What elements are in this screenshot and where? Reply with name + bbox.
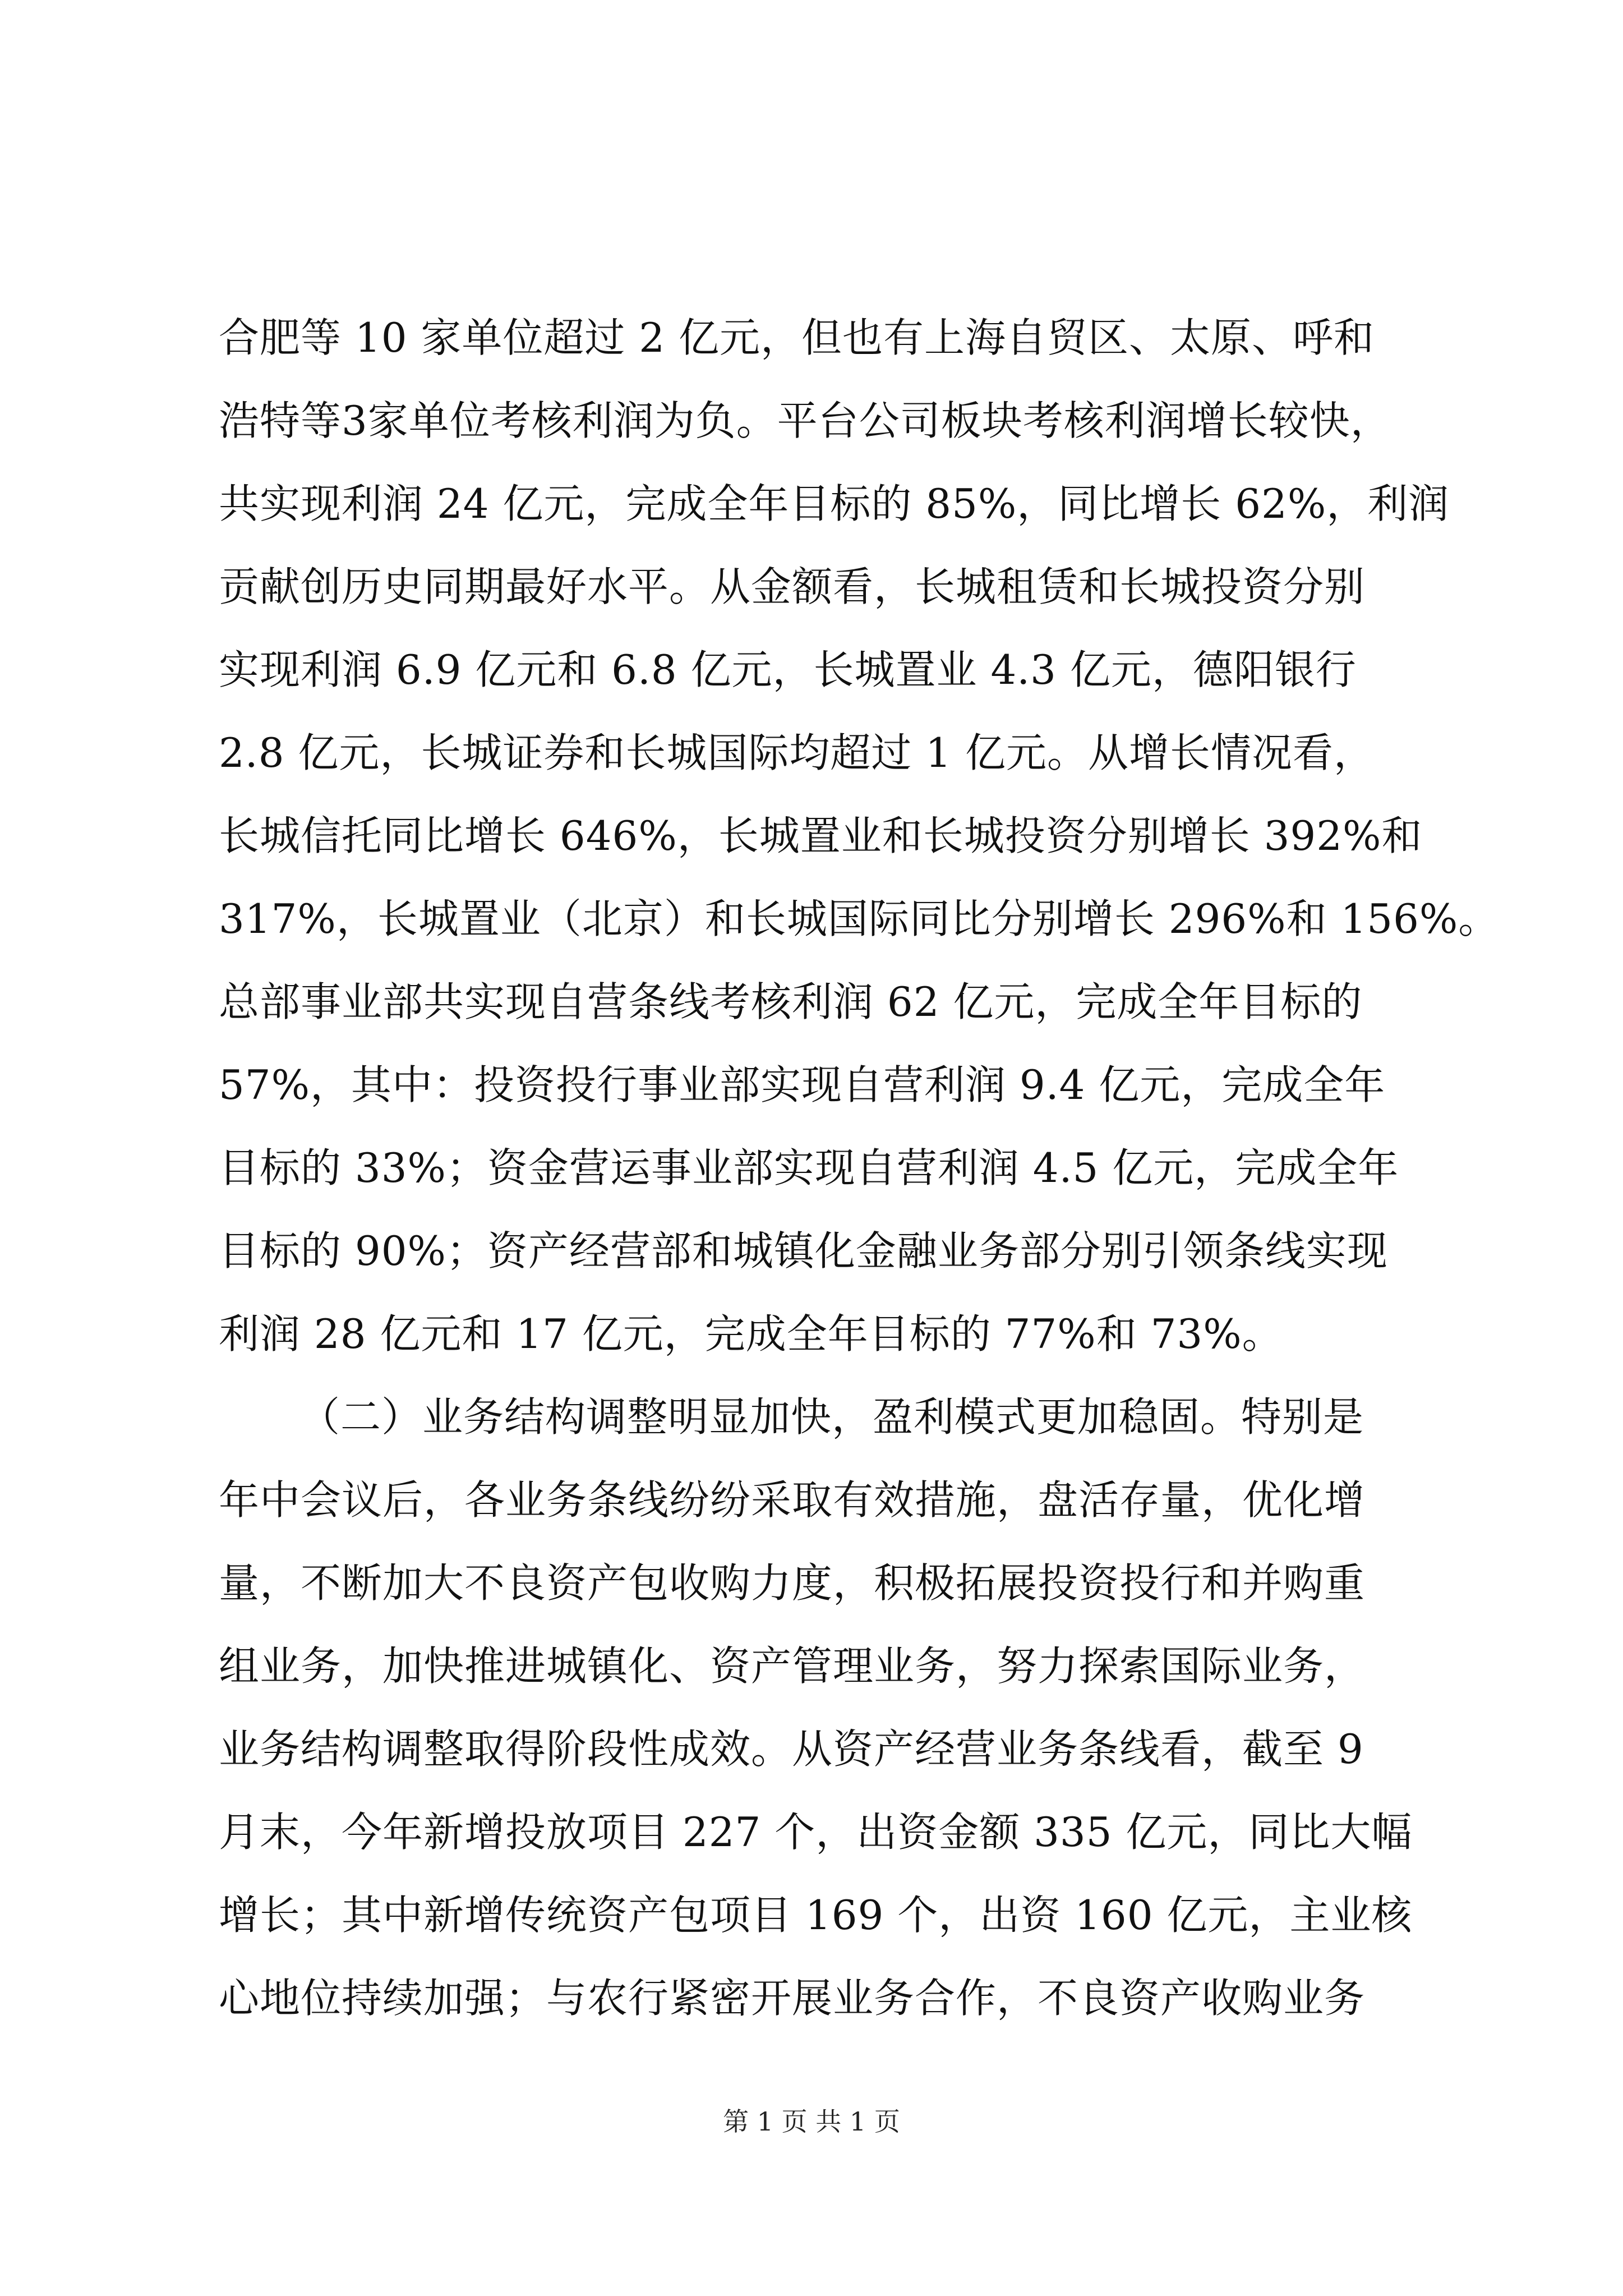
text-line: 年中会议后，各业务条线纷纷采取有效措施，盘活存量，优化增 bbox=[219, 1476, 1366, 1524]
text-line: 合肥等 10 家单位超过 2 亿元，但也有上海自贸区、太原、呼和 bbox=[219, 314, 1375, 361]
text-line: 共实现利润 24 亿元，完成全年目标的 85%，同比增长 62%，利润 bbox=[219, 480, 1450, 527]
text-line: 浩特等3家单位考核利润为负。平台公司板块考核利润增长较快， bbox=[219, 397, 1391, 444]
text-line: 目标的 90%；资产经营部和城镇化金融业务部分别引领条线实现 bbox=[219, 1227, 1388, 1274]
text-line: 317%，长城置业（北京）和长城国际同比分别增长 296%和 156%。 bbox=[219, 895, 1500, 942]
page-number-footer: 第 1 页 共 1 页 bbox=[723, 2106, 900, 2137]
text-line: 量，不断加大不良资产包收购力度，积极拓展投资投行和并购重 bbox=[219, 1559, 1366, 1607]
text-line: 心地位持续加强；与农行紧密开展业务合作，不良资产收购业务 bbox=[219, 1975, 1366, 2022]
text-line: 业务结构调整取得阶段性成效。从资产经营业务条线看，截至 9 bbox=[219, 1726, 1364, 1773]
text-line: 长城信托同比增长 646%，长城置业和长城投资分别增长 392%和 bbox=[219, 812, 1423, 859]
text-line: 总部事业部共实现自营条线考核利润 62 亿元，完成全年目标的 bbox=[219, 978, 1363, 1025]
text-line: 增长；其中新增传统资产包项目 169 个，出资 160 亿元，主业核 bbox=[219, 1892, 1413, 1939]
text-line: 贡献创历史同期最好水平。从金额看，长城租赁和长城投资分别 bbox=[219, 563, 1366, 610]
text-line: 月末，今年新增投放项目 227 个，出资金额 335 亿元，同比大幅 bbox=[219, 1809, 1413, 1856]
text-line: 组业务，加快推进城镇化、资产管理业务，努力探索国际业务， bbox=[219, 1642, 1366, 1690]
text-line: 目标的 33%；资金营运事业部实现自营利润 4.5 亿元，完成全年 bbox=[219, 1144, 1399, 1191]
text-line: 利润 28 亿元和 17 亿元，完成全年目标的 77%和 73%。 bbox=[219, 1310, 1283, 1358]
text-line: 实现利润 6.9 亿元和 6.8 亿元，长城置业 4.3 亿元，德阳银行 bbox=[219, 646, 1357, 693]
text-line: 2.8 亿元，长城证券和长城国际均超过 1 亿元。从增长情况看， bbox=[219, 729, 1375, 776]
text-line: 57%，其中：投资投行事业部实现自营利润 9.4 亿元，完成全年 bbox=[219, 1061, 1386, 1108]
section-heading-line: （二）业务结构调整明显加快，盈利模式更加稳固。特别是 bbox=[299, 1393, 1364, 1441]
